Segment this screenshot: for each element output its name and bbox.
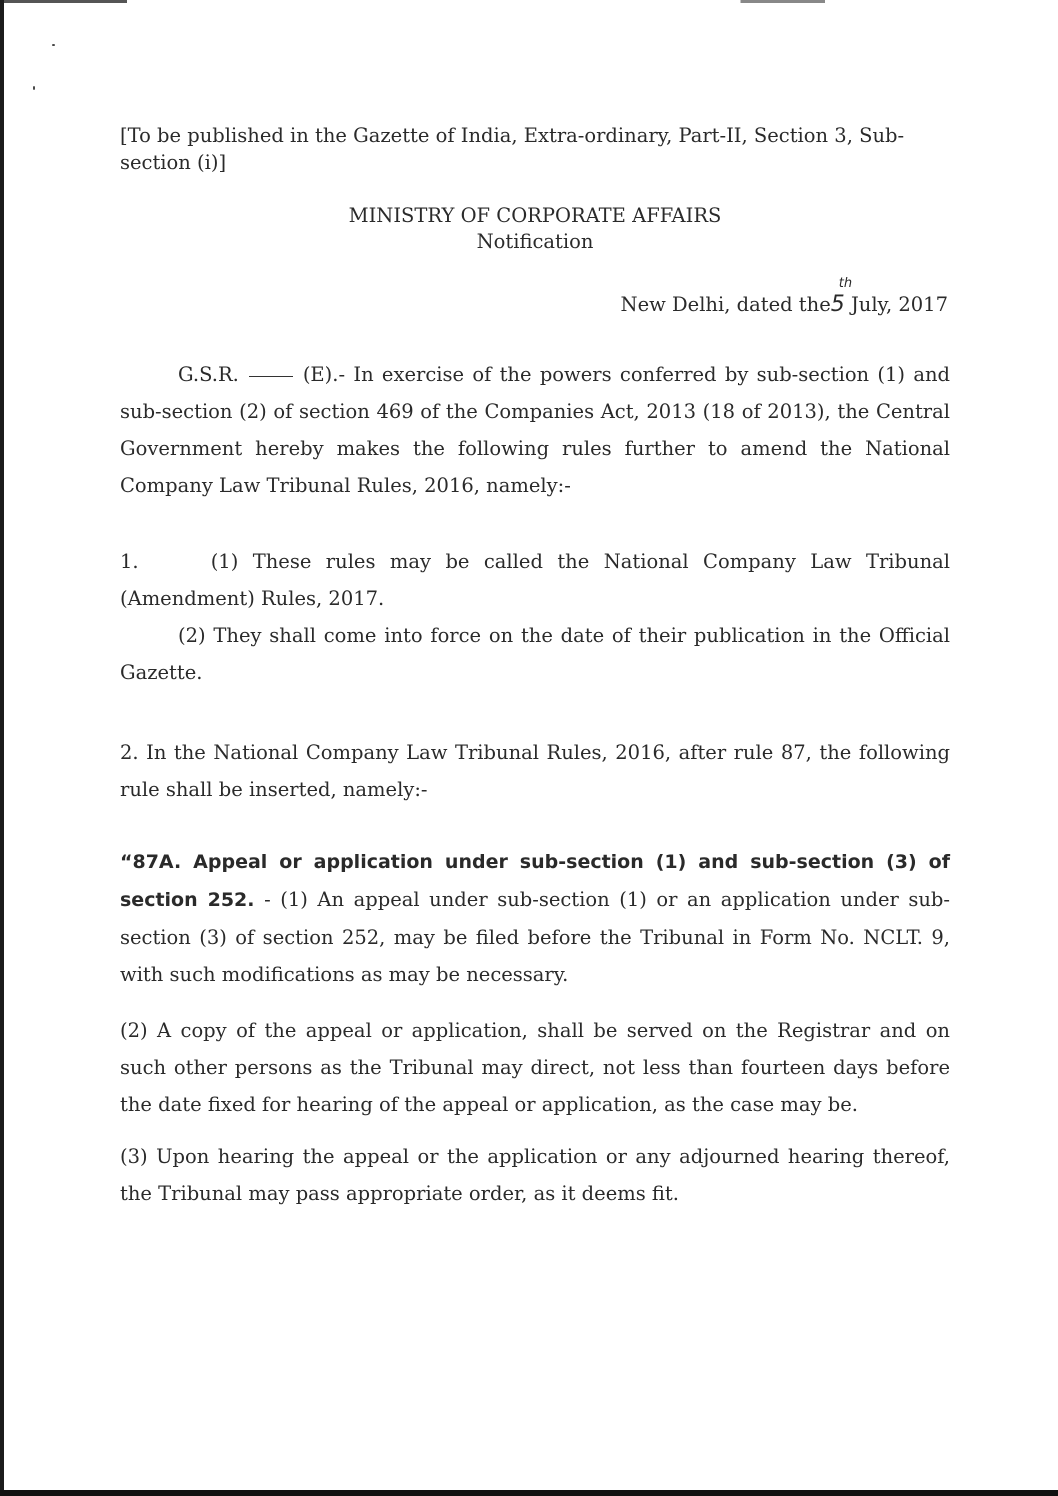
rule-87a-clause-2: (2) A copy of the appeal or application, shall be served on the Registrar and on such other persons as the Tribunal may direct, not less than fourteen days before the date fixed for hearing of the appeal or application, as the case may be. — [120, 1019, 950, 1116]
rule-87a-clause-3: (3) Upon hearing the appeal or the application or any adjourned hearing thereof, the Tribunal may pass appropriate order, as it deems fit. — [120, 1145, 950, 1205]
dateline-day-suffix: th — [838, 276, 853, 291]
rule-1-clause-1 — [120, 543, 950, 617]
preamble-text: (E).- In exercise of the powers conferred by sub-section (1) and sub-section (2) of section 469 of the Companies Act, 2013 (18 of 2013), the Central Government hereby makes the following rules further to amend the National Company Law Tribunal Rules, 2016, namely:- — [120, 363, 950, 497]
rule-87a — [120, 843, 950, 993]
dateline-prefix: New Delhi, dated the — [620, 293, 831, 316]
preamble-paragraph — [120, 356, 950, 504]
dateline-month-year: July, 2017 — [850, 293, 948, 316]
ministry-heading — [120, 203, 950, 255]
dateline-day-number: 5 — [830, 292, 845, 317]
scan-edge-left — [0, 0, 4, 1496]
rule-2: 2. In the National Company Law Tribunal Rules, 2016, after rule 87, the following rule shall be inserted, namely:- — [120, 741, 950, 801]
gazette-publication-note: [To be published in the Gazette of India, Extra-ordinary, Part-II, Section 3, Sub-section (i)] — [120, 124, 905, 174]
dateline — [620, 276, 948, 317]
scan-speck — [33, 86, 35, 90]
rule-1 — [120, 543, 950, 691]
rule-87a-clause-1: - (1) An appeal under sub-section (1) or an application under sub-section (3) of section 252, may be filed before the Tribunal in Form No. NCLT. 9, with such modifications as may be necessary. — [120, 888, 951, 986]
rule-1-clause-2: (2) They shall come into force on the date of their publication in the Official Gazette. — [120, 624, 950, 684]
scan-edge-bottom — [0, 1490, 1058, 1496]
gsr-number-blank — [249, 375, 293, 377]
rule-87a-heading: “87A. Appeal or application under sub-section (1) and sub-section (3) of section 252. — [120, 851, 950, 911]
ministry-name: MINISTRY OF CORPORATE AFFAIRS — [348, 204, 722, 227]
gsr-label: G.S.R. — [178, 363, 239, 386]
scan-edge-top — [0, 0, 1058, 3]
rule-1-number: 1. — [120, 550, 139, 573]
rule-1-clause-1-text: (1) These rules may be called the National Company Law Tribunal (Amendment) Rules, 2017. — [120, 550, 950, 610]
dateline-day — [830, 276, 853, 317]
document-type: Notification — [476, 230, 594, 253]
scan-speck — [52, 44, 55, 46]
